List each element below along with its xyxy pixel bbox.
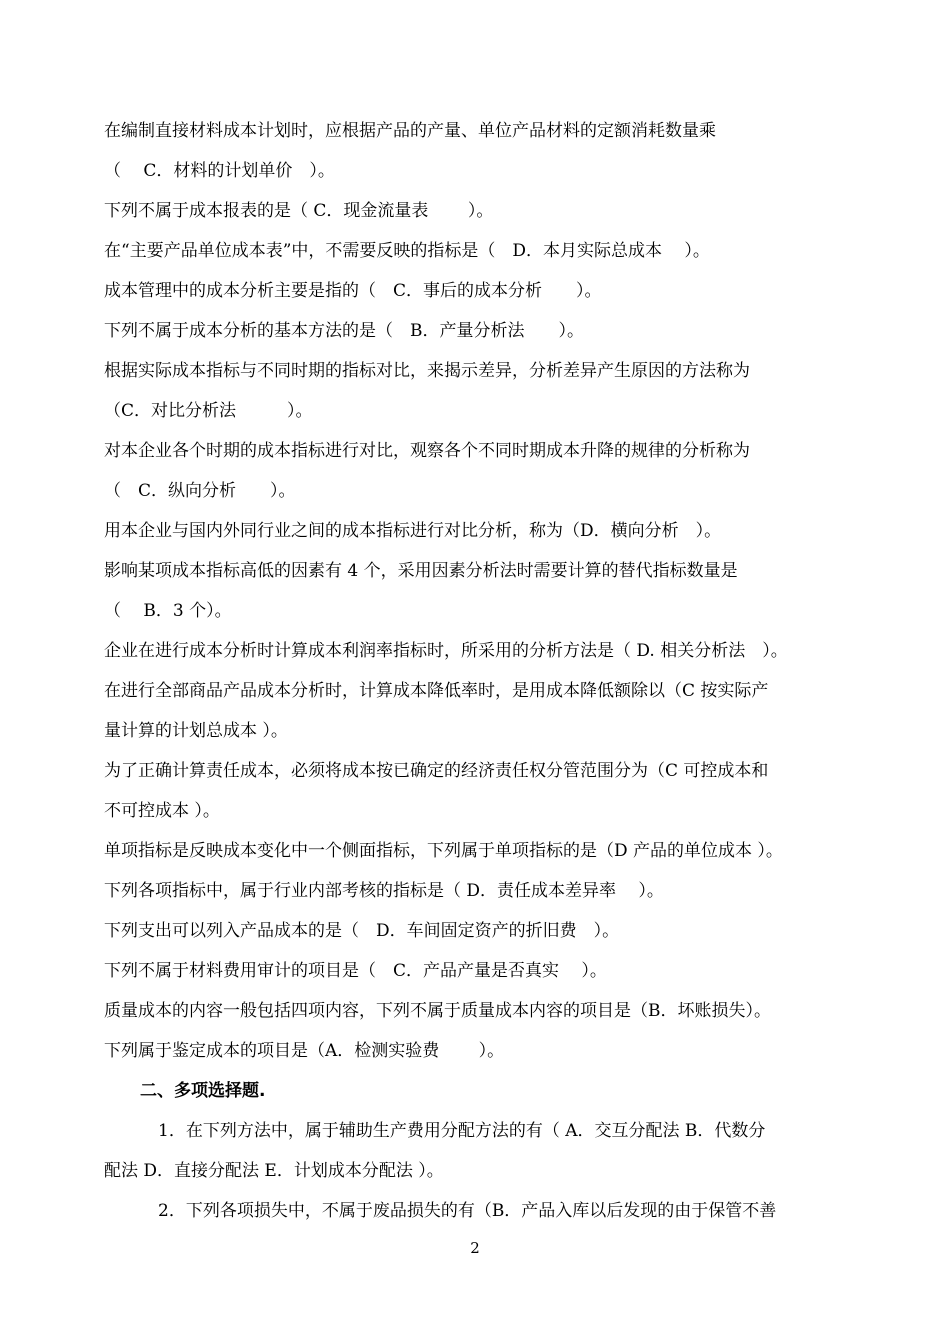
- text-line: 下列不属于成本分析的基本方法的是（ B．产量分析法 ）。: [104, 321, 584, 341]
- text-line: 下列不属于成本报表的是（ C．现金流量表 ）。: [104, 201, 494, 221]
- text-line: 在编制直接材料成本计划时，应根据产品的产量、单位产品材料的定额消耗数量乘: [104, 121, 716, 141]
- text-line: （ C．纵向分析 ）。: [104, 481, 296, 501]
- text-line: 下列支出可以列入产品成本的是（ D．车间固定资产的折旧费 ）。: [104, 921, 620, 941]
- text-line: （C．对比分析法 ）。: [104, 401, 313, 421]
- text-line: 用本企业与国内外同行业之间的成本指标进行对比分析，称为（D．横向分析 ）。: [104, 521, 722, 541]
- text-line: 根据实际成本指标与不同时期的指标对比，来揭示差异，分析差异产生原因的方法称为: [104, 361, 750, 381]
- text-line: 在进行全部商品产品成本分析时，计算成本降低率时，是用成本降低额除以（C 按实际产: [104, 681, 769, 701]
- question-2-line-1: 2．下列各项损失中，不属于废品损失的有（B．产品入库以后发现的由于保管不善: [158, 1201, 777, 1221]
- text-line: 下列不属于材料费用审计的项目是（ C．产品产量是否真实 ）。: [104, 961, 607, 981]
- text-line: 下列各项指标中，属于行业内部考核的指标是（ D．责任成本差异率 ）。: [104, 881, 664, 901]
- question-1-line-1: 1．在下列方法中，属于辅助生产费用分配方法的有（ A．交互分配法 B．代数分: [158, 1121, 766, 1141]
- text-line: 质量成本的内容一般包括四项内容，下列不属于质量成本内容的项目是（B．坏账损失）。: [104, 1001, 771, 1021]
- text-line: 为了正确计算责任成本，必须将成本按已确定的经济责任权分管范围分为（C 可控成本和: [104, 761, 769, 781]
- text-line: 企业在进行成本分析时计算成本利润率指标时，所采用的分析方法是（ D. 相关分析法 ）。: [104, 641, 788, 661]
- text-line: 单项指标是反映成本变化中一个侧面指标，下列属于单项指标的是（D 产品的单位成本 ）。: [104, 841, 783, 861]
- question-1-line-2: 配法 D．直接分配法 E．计划成本分配法 ）。: [104, 1161, 444, 1181]
- text-line: 不可控成本 ）。: [104, 801, 220, 821]
- text-line: 在“主要产品单位成本表”中，不需要反映的指标是（ D．本月实际总成本 ）。: [104, 241, 710, 261]
- text-line: （ B．3 个）。: [104, 601, 232, 621]
- text-line: 成本管理中的成本分析主要是指的（ C．事后的成本分析 ）。: [104, 281, 602, 301]
- text-line: （ C．材料的计划单价 ）。: [104, 161, 335, 181]
- section-heading: 二、多项选择题.: [140, 1081, 266, 1101]
- text-line: 下列属于鉴定成本的项目是（A．检测实验费 ）。: [104, 1041, 505, 1061]
- text-line: 量计算的计划总成本 ）。: [104, 721, 288, 741]
- text-line: 影响某项成本指标高低的因素有 4 个，采用因素分析法时需要计算的替代指标数量是: [104, 561, 738, 581]
- text-line: 对本企业各个时期的成本指标进行对比，观察各个不同时期成本升降的规律的分析称为: [104, 441, 750, 461]
- page-number: 2: [470, 1239, 480, 1257]
